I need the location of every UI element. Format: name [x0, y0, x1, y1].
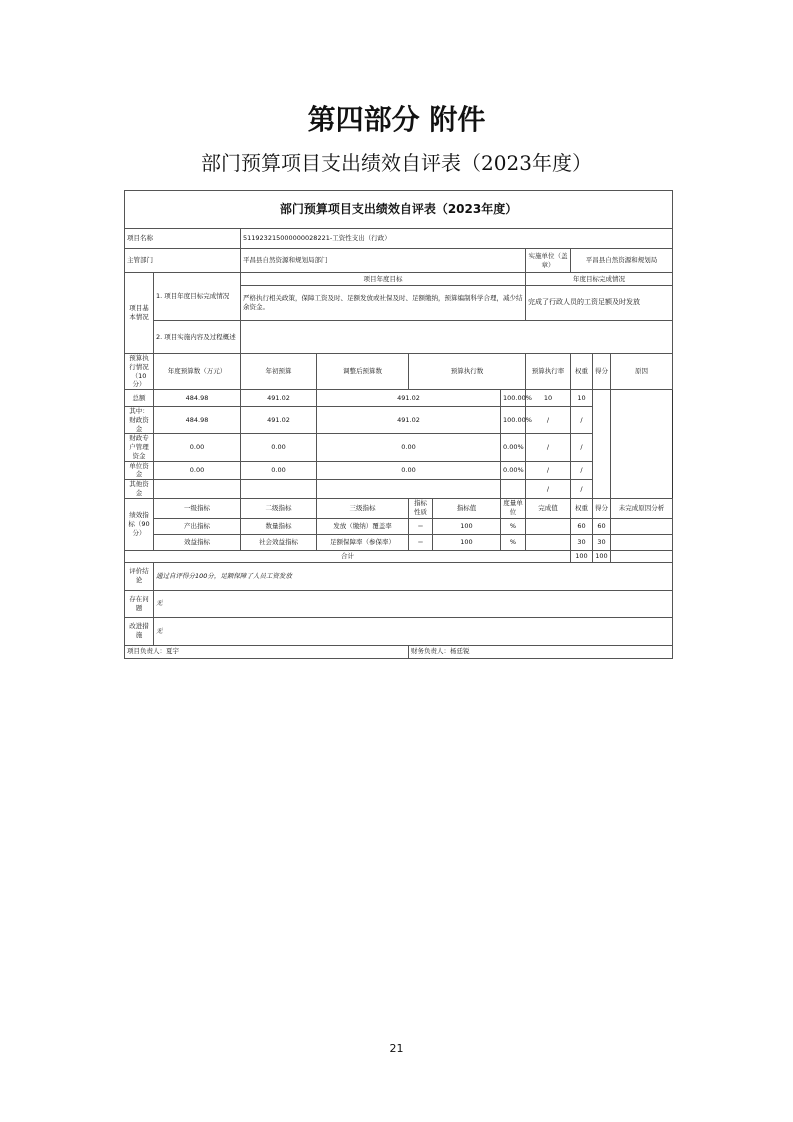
perf-cell: 60: [593, 518, 611, 534]
budget-header: 原因: [611, 354, 673, 390]
budget-cell: 484.98: [154, 407, 241, 434]
budget-cell: 100.00%: [501, 390, 526, 407]
budget-cell: /: [526, 407, 571, 434]
budget-cell: /: [571, 480, 593, 499]
budget-cell: [317, 480, 501, 499]
project-name: 511923215000000028221-工资性支出（行政）: [241, 229, 673, 249]
perf-cell: 30: [593, 534, 611, 550]
impl-desc: [241, 321, 673, 354]
budget-cell: 0.00: [317, 434, 501, 461]
perf-cell: %: [501, 534, 526, 550]
budget-cell: 100.00%: [501, 407, 526, 434]
perf-cell: 60: [571, 518, 593, 534]
perf-cell: [526, 518, 571, 534]
budget-cell: 491.02: [317, 407, 501, 434]
perf-cell: 社会效益指标: [241, 534, 317, 550]
perf-cell: %: [501, 518, 526, 534]
perf-header: 度量单位: [501, 498, 526, 518]
budget-cell: 财政专户管理资金: [125, 434, 154, 461]
budget-cell: [154, 480, 241, 499]
page-subheading: 部门预算项目支出绩效自评表（2023年度）: [201, 151, 592, 175]
perf-cell: 30: [571, 534, 593, 550]
perf-cell: 足额保障率（参保率）: [317, 534, 409, 550]
perf-header: 一级指标: [154, 498, 241, 518]
budget-cell: 0.00%: [501, 461, 526, 480]
perf-cell: 数量指标: [241, 518, 317, 534]
perf-header: 未完成原因分析: [611, 498, 673, 518]
total-weight: 100: [571, 550, 593, 562]
budget-cell: 其他资金: [125, 480, 154, 499]
budget-header: 得分: [593, 354, 611, 390]
table-title: 部门预算项目支出绩效自评表（2023年度）: [125, 191, 673, 229]
perf-header: 三级指标: [317, 498, 409, 518]
budget-cell: [241, 480, 317, 499]
budget-cell: 其中：财政资金: [125, 407, 154, 434]
dept-label: 主管部门: [125, 249, 241, 273]
budget-cell: /: [571, 461, 593, 480]
self-evaluation-table: [124, 190, 673, 659]
impl-desc-label: 2. 项目实施内容及过程概述: [154, 321, 241, 354]
budget-cell: /: [526, 480, 571, 499]
dept: 平昌县自然资源和规划局部门: [241, 249, 526, 273]
budget-cell: 491.02: [317, 390, 501, 407]
budget-header: 年度预算数（万元）: [154, 354, 241, 390]
perf-cell: 产出指标: [154, 518, 241, 534]
budget-cell: [501, 480, 526, 499]
budget-cell: 0.00: [241, 434, 317, 461]
page-number: 21: [389, 1042, 404, 1055]
finance-leader: 财务负责人：杨廷锐: [409, 645, 673, 658]
budget-cell: 单位资金: [125, 461, 154, 480]
perf-cell: 100: [433, 534, 501, 550]
budget-cell: /: [571, 407, 593, 434]
problem: 无: [154, 590, 673, 617]
budget-cell: 0.00: [317, 461, 501, 480]
improve-label: 改进措施: [125, 617, 154, 645]
page-heading: 第四部分 附件: [307, 103, 486, 136]
done-text: 完成了行政人员的工资足额及时发放: [526, 286, 673, 321]
goal-label: 1. 项目年度目标完成情况: [154, 273, 241, 321]
perf-header: 完成值: [526, 498, 571, 518]
perf-cell: 效益指标: [154, 534, 241, 550]
project-leader: 项目负责人：夏宇: [125, 645, 409, 658]
goal-text: 严格执行相关政策，保障工资及时、足额发放或社保及时、足额缴纳，预算编制科学合理，减少结余资金。: [241, 286, 526, 321]
budget-header: 年初预算: [241, 354, 317, 390]
budget-cell: 10: [571, 390, 593, 407]
perf-header: 得分: [593, 498, 611, 518]
budget-cell: 491.02: [241, 390, 317, 407]
budget-header: 预算执行率: [526, 354, 571, 390]
conclusion-label: 评价结论: [125, 562, 154, 590]
goal-header: 项目年度目标: [241, 273, 526, 286]
budget-cell: 0.00: [154, 434, 241, 461]
project-name-label: 项目名称: [125, 229, 241, 249]
budget-label: 预算执行情况（10分）: [125, 354, 154, 390]
perf-cell: ＝: [409, 518, 433, 534]
budget-header: 调整后预算数: [317, 354, 409, 390]
budget-cell: 484.98: [154, 390, 241, 407]
problem-label: 存在问题: [125, 590, 154, 617]
perf-cell: [526, 534, 571, 550]
budget-cell: 0.00%: [501, 434, 526, 461]
budget-cell: 总额: [125, 390, 154, 407]
budget-cell: 0.00: [154, 461, 241, 480]
perf-header: 指标值: [433, 498, 501, 518]
impl: 平昌县自然资源和规划局: [571, 249, 673, 273]
perf-header: 二级指标: [241, 498, 317, 518]
perf-header: 指标性质: [409, 498, 433, 518]
total-label: 合计: [125, 550, 571, 562]
conclusion: 通过自评得分100分，足额保障了人员工资发放: [154, 562, 673, 590]
budget-cell: /: [571, 434, 593, 461]
budget-cell: 491.02: [241, 407, 317, 434]
perf-cell: [611, 534, 673, 550]
budget-cell: /: [526, 434, 571, 461]
budget-header: 预算执行数: [409, 354, 526, 390]
basic-label: 项目基本情况: [125, 273, 154, 354]
perf-cell: 100: [433, 518, 501, 534]
perf-cell: 发放（缴纳）覆盖率: [317, 518, 409, 534]
budget-header: 权重: [571, 354, 593, 390]
perf-cell: ＝: [409, 534, 433, 550]
perf-header: 权重: [571, 498, 593, 518]
budget-cell: /: [526, 461, 571, 480]
total-reason: [611, 550, 673, 562]
budget-cell: 0.00: [241, 461, 317, 480]
budget-reason: [593, 390, 611, 499]
done-header: 年度目标完成情况: [526, 273, 673, 286]
budget-cell: 10: [526, 390, 571, 407]
perf-cell: [611, 518, 673, 534]
total-score: 100: [593, 550, 611, 562]
improve: 无: [154, 617, 673, 645]
impl-label: 实施单位（盖章）: [526, 249, 571, 273]
perf-label: 绩效指标（90分）: [125, 498, 154, 550]
